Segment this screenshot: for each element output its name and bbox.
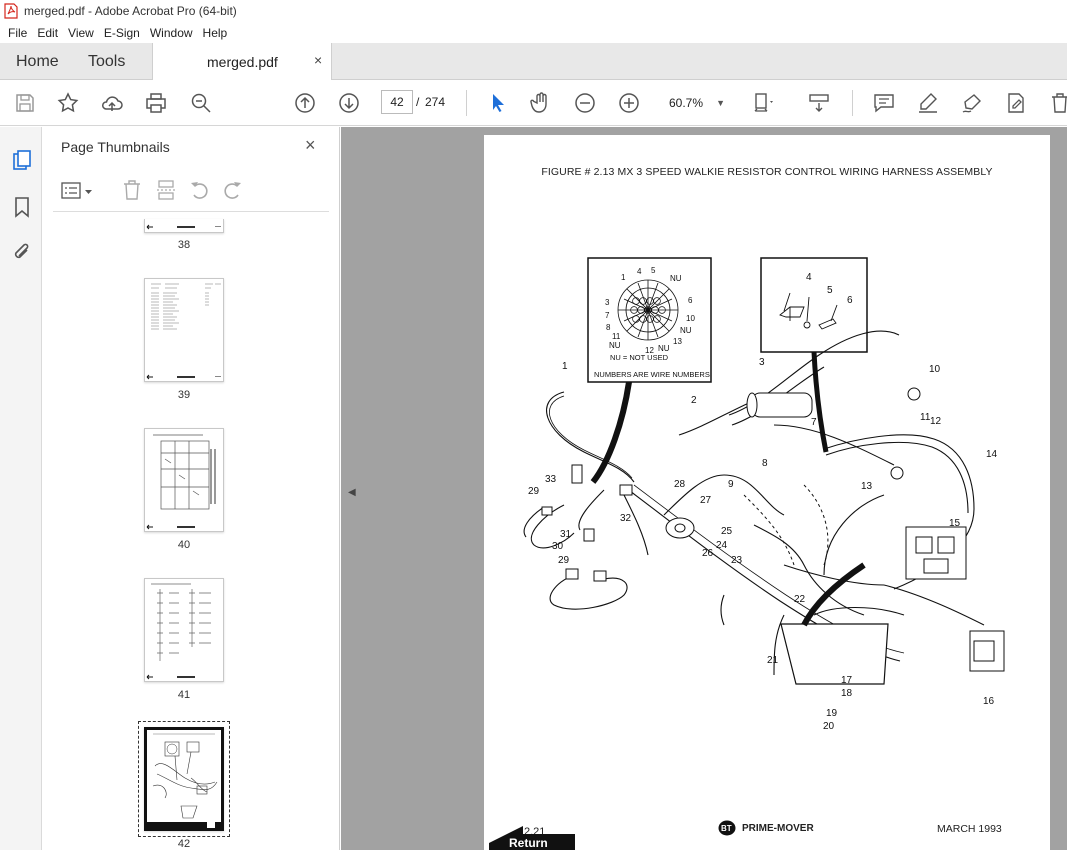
bookmarks-icon[interactable] <box>11 196 33 218</box>
tab-bar <box>0 43 1067 80</box>
wire-label: NU <box>670 274 682 283</box>
edit-document-icon[interactable] <box>1004 91 1028 115</box>
callout-label: 32 <box>620 513 632 524</box>
menu-view[interactable]: View <box>68 25 94 40</box>
thumbnail-preview <box>147 730 221 828</box>
callout-label: 13 <box>861 481 873 492</box>
thumbnail-preview <box>145 279 224 382</box>
save-icon[interactable] <box>13 91 37 115</box>
page-date: MARCH 1993 <box>937 823 1002 835</box>
callout-label: 1 <box>562 361 568 372</box>
page-thumbnails-icon[interactable] <box>11 149 33 171</box>
callout-label: 12 <box>930 416 942 427</box>
wire-label: 8 <box>606 323 611 332</box>
acrobat-icon <box>4 3 18 19</box>
thumbnail-page-41[interactable] <box>144 578 224 682</box>
wire-label: NU <box>609 341 621 350</box>
menu-window[interactable]: Window <box>149 25 193 40</box>
sign-pen-icon[interactable] <box>960 91 984 115</box>
menu-bar <box>0 22 1067 43</box>
bt-logo-icon <box>718 820 736 836</box>
tab-document-label: merged.pdf <box>207 54 278 70</box>
thumbnail-page-40[interactable] <box>144 428 224 532</box>
wire-label: 7 <box>605 311 610 320</box>
hand-icon[interactable] <box>529 91 553 115</box>
options-menu-icon[interactable] <box>61 180 95 202</box>
callout-label: 22 <box>794 594 806 605</box>
highlight-pen-icon[interactable] <box>916 91 940 115</box>
callout-label: 30 <box>552 541 564 552</box>
callout-label: 29 <box>528 486 540 497</box>
connector-pinout-drawing <box>618 280 678 340</box>
panel-toolbar <box>61 177 321 207</box>
brand-footer <box>721 823 814 834</box>
bookmark-star-icon[interactable] <box>56 91 80 115</box>
callout-label: 24 <box>716 540 728 551</box>
wire-label: NU <box>658 344 670 353</box>
tab-close-button[interactable]: × <box>314 52 323 68</box>
wire-label: 3 <box>605 298 610 307</box>
main-toolbar <box>0 80 1067 126</box>
thumbnail-preview <box>145 219 224 233</box>
inset-note-not-used: NU = NOT USED <box>610 353 668 362</box>
menu-esign[interactable]: E-Sign <box>103 25 140 40</box>
wire-label: 11 <box>612 332 621 341</box>
zoom-out-icon[interactable] <box>573 91 597 115</box>
delete-icon[interactable] <box>1048 91 1067 115</box>
wire-label: 13 <box>673 337 682 346</box>
callout-label: 18 <box>841 688 853 699</box>
menu-file[interactable]: File <box>8 25 28 40</box>
thumbnail-number: 39 <box>177 389 191 401</box>
collapse-panel-icon[interactable]: ◀ <box>348 487 356 498</box>
callout-label: 2 <box>691 395 697 406</box>
scroll-mode-icon[interactable] <box>807 91 831 115</box>
callout-label: 10 <box>929 364 941 375</box>
callout-label: 33 <box>545 474 557 485</box>
wire-label: 4 <box>637 267 642 276</box>
thumbnail-preview <box>145 429 224 532</box>
thumbnail-page-38[interactable] <box>144 219 224 233</box>
toolbar-divider <box>466 90 467 116</box>
delete-page-icon[interactable] <box>121 179 143 201</box>
return-link-button[interactable] <box>487 826 577 850</box>
callout-label: 19 <box>826 708 838 719</box>
callout-label: 27 <box>700 495 712 506</box>
wire-label: 1 <box>621 273 626 282</box>
select-arrow-icon[interactable] <box>486 91 510 115</box>
zoom-level-value: 60.7% <box>669 96 704 110</box>
wiring-harness-diagram <box>484 135 1050 815</box>
callout-label: 9 <box>728 479 734 490</box>
thumbnail-number: 38 <box>177 239 191 251</box>
title-bar <box>0 0 1067 22</box>
callout-label: 21 <box>767 655 779 666</box>
left-navigation-rail <box>0 127 42 850</box>
wire-label: 5 <box>651 266 656 275</box>
callout-label: 23 <box>731 555 743 566</box>
callout-label: 11 <box>920 412 931 423</box>
page-separator: / <box>416 95 420 109</box>
return-label: Return <box>509 836 548 850</box>
thumbnail-number: 42 <box>177 838 191 850</box>
comment-icon[interactable] <box>872 91 896 115</box>
menu-help[interactable]: Help <box>202 25 228 40</box>
window-title: merged.pdf - Adobe Acrobat Pro (64-bit) <box>24 4 237 18</box>
page-down-icon[interactable] <box>337 91 361 115</box>
attachments-icon[interactable] <box>11 241 33 263</box>
callout-label: 4 <box>806 272 812 283</box>
callout-label: 14 <box>986 449 998 460</box>
rotate-left-icon[interactable] <box>189 179 211 201</box>
page-thumbnails-panel <box>43 127 340 850</box>
tab-home[interactable]: Home <box>16 53 59 70</box>
zoom-search-icon[interactable] <box>189 91 213 115</box>
page-up-icon[interactable] <box>293 91 317 115</box>
figure-title: FIGURE # 2.13 MX 3 SPEED WALKIE RESISTOR CONTROL WIRING HARNESS ASSEMBLY <box>541 166 993 178</box>
callout-label: 7 <box>811 417 817 428</box>
page-fit-icon[interactable] <box>752 91 776 115</box>
callout-label: 16 <box>983 696 995 707</box>
svg-text:BT: BT <box>721 824 732 833</box>
callout-label: 26 <box>702 548 714 559</box>
callout-label: 5 <box>827 285 833 296</box>
page-number-input[interactable]: 42 <box>381 90 413 114</box>
panel-divider <box>53 211 329 212</box>
chevron-down-icon: ▼ <box>716 98 725 108</box>
tab-tools[interactable]: Tools <box>88 53 126 70</box>
toolbar-divider <box>852 90 853 116</box>
callout-label: 6 <box>847 295 853 306</box>
thumbnail-number: 41 <box>177 689 191 701</box>
upload-icon[interactable] <box>100 91 124 115</box>
inset-note-wire-numbers: NUMBERS ARE WIRE NUMBERS <box>594 370 710 379</box>
tab-document[interactable] <box>152 43 332 80</box>
callout-label: 8 <box>762 458 768 469</box>
page-total: 274 <box>425 95 446 109</box>
rotate-right-icon[interactable] <box>221 179 243 201</box>
pdf-page <box>484 135 1050 850</box>
thumbnail-page-42[interactable] <box>144 727 224 831</box>
panel-title: Page Thumbnails <box>61 139 170 155</box>
callout-label: 29 <box>558 555 570 566</box>
zoom-level-select[interactable] <box>657 92 731 114</box>
print-icon[interactable] <box>144 91 168 115</box>
callout-label: 17 <box>841 675 853 686</box>
callout-label: 28 <box>674 479 686 490</box>
wire-label: 6 <box>688 296 693 305</box>
harness-components <box>542 388 1004 671</box>
callout-label: 3 <box>759 357 765 368</box>
wire-label: 10 <box>686 314 695 323</box>
wire-label: NU <box>680 326 692 335</box>
wire-label: 12 <box>645 346 654 355</box>
callout-label: 15 <box>949 518 961 529</box>
page-number-label: 2.21 <box>524 826 546 838</box>
panel-close-button[interactable]: × <box>305 135 316 155</box>
insert-page-icon[interactable] <box>155 179 177 201</box>
thumbnail-number: 40 <box>177 539 191 551</box>
callout-label: 31 <box>560 529 572 540</box>
thumbnail-page-39[interactable] <box>144 278 224 382</box>
callout-label: 20 <box>823 721 835 732</box>
brand-name: PRIME-MOVER <box>742 823 814 834</box>
thumbnail-preview <box>145 579 224 682</box>
callout-label: 25 <box>721 526 733 537</box>
zoom-in-icon[interactable] <box>617 91 641 115</box>
menu-edit[interactable]: Edit <box>37 25 59 40</box>
